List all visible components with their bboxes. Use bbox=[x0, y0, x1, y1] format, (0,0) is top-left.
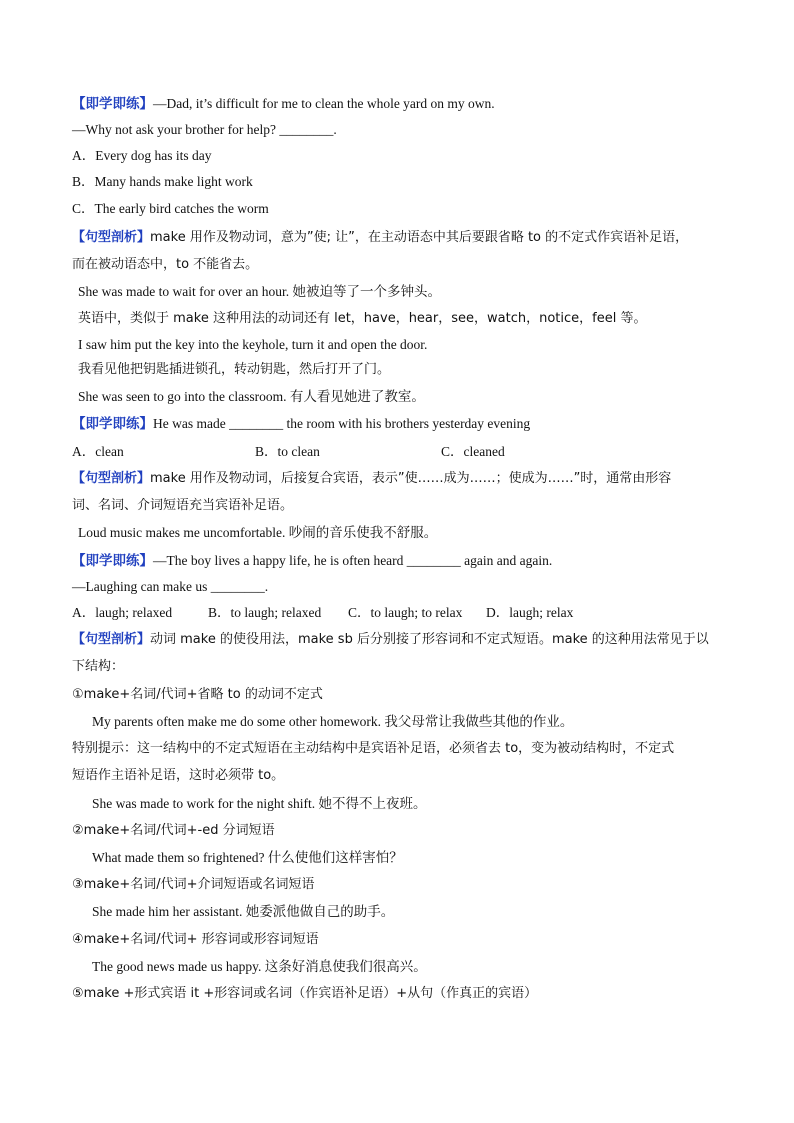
option-c: C．cleaned bbox=[441, 444, 505, 459]
option-b: B．Many hands make light work bbox=[72, 174, 253, 189]
example-8: She made him her assistant. 她委派他做自己的助手。 bbox=[92, 904, 395, 919]
option-c: C．to laugh; to relax bbox=[348, 605, 463, 620]
practice-1-question bbox=[72, 95, 734, 113]
analysis-text: 动词 make 的使役用法，make sb 后分别接了形容词和不定式短语。make 的这种用法常见于以 bbox=[150, 632, 709, 647]
analysis-2-cont: 词、名词、介词短语充当宾语补足语。 bbox=[72, 498, 294, 513]
example-9: The good news made us happy. 这条好消息使我们很高兴。 bbox=[92, 959, 427, 974]
practice-tag: 【即学即练】 bbox=[72, 416, 153, 431]
analysis-3 bbox=[72, 631, 734, 649]
practice-3-reply: —Laughing can make us ________. bbox=[72, 579, 269, 594]
option-a: A．clean bbox=[72, 444, 124, 459]
analysis-1-cont: 而在被动语态中，to 不能省去。 bbox=[72, 257, 259, 272]
analysis-text: make 用作及物动词，后接复合宾语，表示”使……成为……；使成为……”时，通常由形容 bbox=[150, 471, 672, 486]
analysis-tag: 【句型剖析】 bbox=[72, 632, 151, 647]
option-a: A．laugh; relaxed bbox=[72, 605, 173, 620]
special-note-cont: 短语作主语补足语，这时必须带 to。 bbox=[72, 768, 285, 783]
structure-4: ④make+名词/代词+ 形容词或形容词短语 bbox=[72, 932, 319, 947]
practice-tag: 【即学即练】 bbox=[72, 553, 153, 568]
structure-1: ①make+名词/代词+省略 to 的动词不定式 bbox=[72, 687, 323, 702]
example-1: She was made to wait for over an hour. 她被迫等了一个多钟头。 bbox=[78, 284, 441, 299]
example-2: I saw him put the key into the keyhole, turn it and open the door. bbox=[78, 337, 428, 352]
structure-5: ⑤make +形式宾语 it +形容词或名词（作宾语补足语）+从句（作真正的宾语） bbox=[72, 986, 538, 1001]
structure-3: ③make+名词/代词+介词短语或名词短语 bbox=[72, 877, 315, 892]
structure-2: ②make+名词/代词+-ed 分词短语 bbox=[72, 823, 275, 838]
example-7: What made them so frightened? 什么使他们这样害怕？ bbox=[92, 850, 403, 865]
practice-tag: 【即学即练】 bbox=[72, 96, 153, 111]
analysis-tag: 【句型剖析】 bbox=[72, 230, 151, 245]
example-6: She was made to work for the night shift. 她不得不上夜班。 bbox=[92, 796, 427, 811]
analysis-text: make 用作及物动词，意为”使; 让”，在主动语态中其后要跟省略 to 的不定式作宾语补足语， bbox=[150, 230, 689, 245]
practice-2-question bbox=[72, 415, 734, 433]
option-c: C．The early bird catches the worm bbox=[72, 201, 269, 216]
special-note: 特别提示：这一结构中的不定式短语在主动结构中是宾语补足语，必须省去 to，变为被动结构时，不定式 bbox=[72, 741, 675, 756]
practice-2-options bbox=[72, 443, 734, 461]
example-4: Loud music makes me uncomfortable. 吵闹的音乐使我不舒服。 bbox=[78, 525, 438, 540]
analysis-3-cont: 下结构： bbox=[72, 659, 125, 674]
example-5: My parents often make me do some other homework. 我父母常让我做些其他的作业。 bbox=[92, 714, 574, 729]
analysis-2 bbox=[72, 470, 734, 488]
option-b: B．to clean bbox=[255, 444, 320, 459]
example-2-translation: 我看见他把钥匙插进锁孔，转动钥匙，然后打开了门。 bbox=[78, 362, 391, 377]
question-text: —The boy lives a happy life, he is often heard ________ again and again. bbox=[153, 553, 553, 568]
analysis-tag: 【句型剖析】 bbox=[72, 471, 151, 486]
question-text: He was made ________ the room with his brothers yesterday evening bbox=[153, 416, 531, 431]
practice-3-question bbox=[72, 552, 734, 570]
option-a: A．Every dog has its day bbox=[72, 148, 212, 163]
example-3: She was seen to go into the classroom. 有人看见她进了教室。 bbox=[78, 389, 425, 404]
analysis-1 bbox=[72, 229, 734, 247]
practice-1-reply: —Why not ask your brother for help? ________. bbox=[72, 122, 337, 137]
note-1: 英语中，类似于 make 这种用法的动词还有 let，have，hear，see，watch，notice，feel 等。 bbox=[78, 311, 647, 326]
practice-3-options bbox=[72, 604, 734, 622]
option-d: D．laugh; relax bbox=[486, 605, 574, 620]
option-b: B．to laugh; relaxed bbox=[208, 605, 322, 620]
question-text: —Dad, it’s difficult for me to clean the whole yard on my own. bbox=[153, 96, 495, 111]
